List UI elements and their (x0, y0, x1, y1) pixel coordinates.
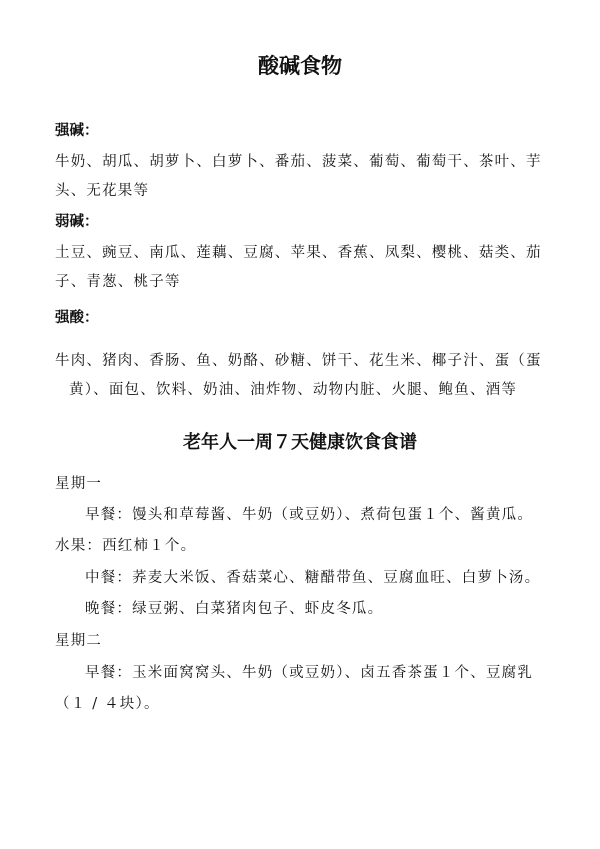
strong-alkaline-text-line1: 牛奶、胡瓜、胡萝卜、白萝卜、番茄、菠菜、葡萄、葡萄干、茶叶、芋 (55, 154, 542, 170)
strong-alkaline-label: 强碱： (55, 123, 99, 139)
monday-lunch: 中餐：荞麦大米饭、香菇菜心、糖醋带鱼、豆腐血旺、白萝卜汤。 (85, 570, 541, 586)
page-title: 酸碱食物 (258, 54, 342, 78)
strong-acid-label: 强酸： (55, 310, 99, 326)
monday-heading: 星期一 (55, 476, 103, 492)
menu-title: 老年人一周７天健康饮食食谱 (183, 432, 417, 453)
tuesday-breakfast-line2: （１ / ４块）。 (55, 696, 160, 712)
tuesday-breakfast-line1: 早餐：玉米面窝窝头、牛奶（或豆奶）、卤五香茶蛋１个、豆腐乳 (85, 665, 534, 681)
weak-alkaline-text-line2: 子、青葱、桃子等 (55, 274, 181, 290)
weak-alkaline-text-line1: 土豆、豌豆、南瓜、莲藕、豆腐、苹果、香蕉、凤梨、樱桃、菇类、茄 (55, 245, 542, 261)
strong-acid-text-line2: 黄）、面包、饮料、奶油、油炸物、动物内脏、火腿、鲍鱼、酒等 (69, 382, 518, 398)
monday-fruit: 水果：西红柿１个。 (55, 538, 197, 554)
monday-breakfast: 早餐：馒头和草莓酱、牛奶（或豆奶）、煮荷包蛋１个、酱黄瓜。 (85, 507, 534, 523)
monday-dinner: 晚餐：绿豆粥、白菜猪肉包子、虾皮冬瓜。 (85, 601, 384, 617)
strong-alkaline-text-line2: 头、无花果等 (55, 183, 150, 199)
tuesday-heading: 星期二 (55, 633, 103, 649)
weak-alkaline-label: 弱碱： (55, 214, 99, 230)
strong-acid-text-line1: 牛肉、猪肉、香肠、鱼、奶酪、砂糖、饼干、花生米、椰子汁、蛋（蛋 (55, 353, 542, 369)
